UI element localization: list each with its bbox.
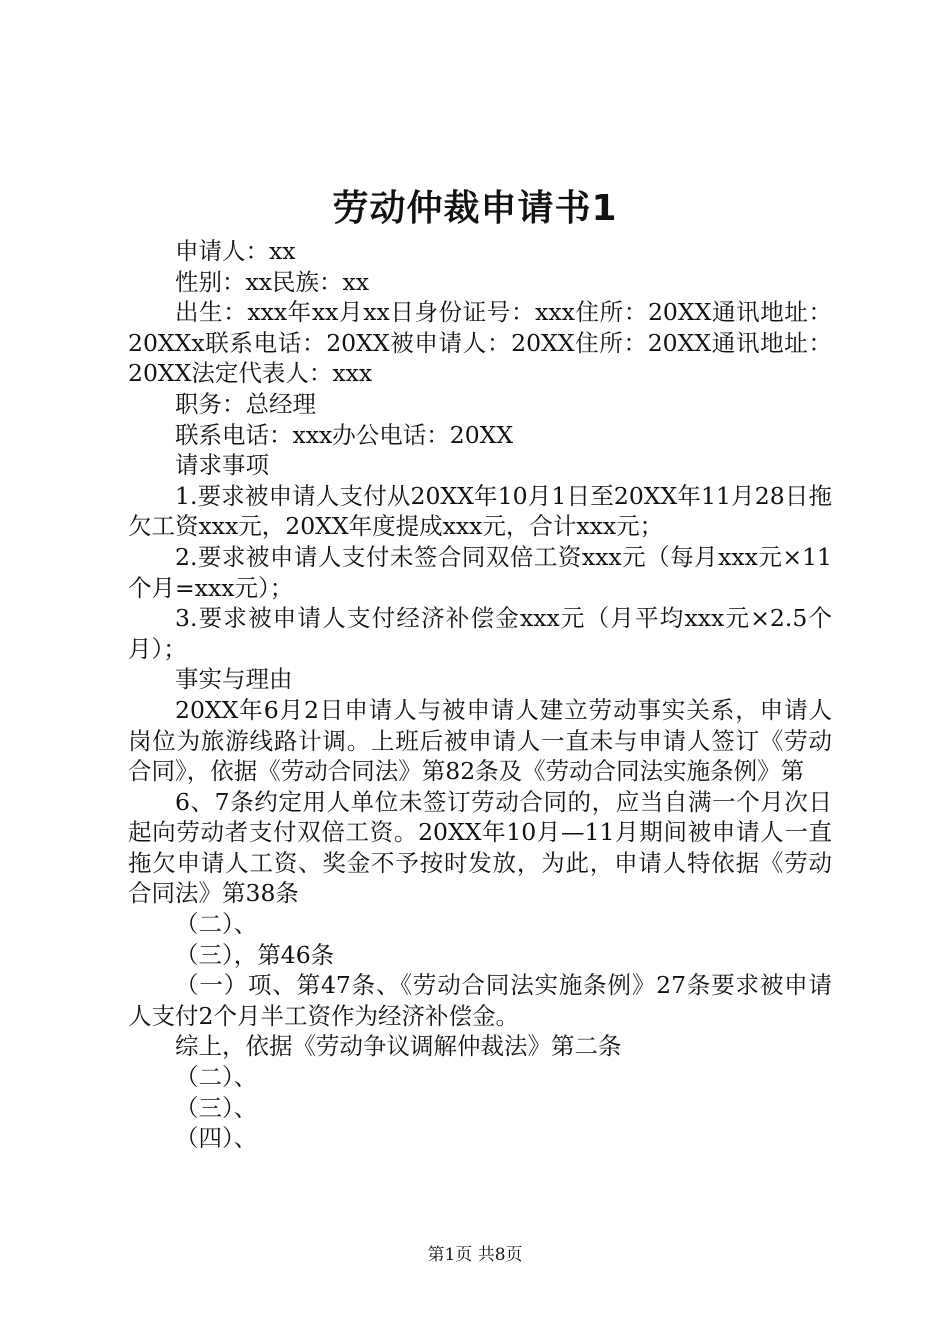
claim-item-2: 2.要求被申请人支付未签合同双倍工资xxx元（每月xxx元×11个月=xxx元）；: [128, 542, 832, 602]
clause-line: （二）、: [175, 910, 258, 939]
claims-heading: 请求事项: [175, 451, 269, 480]
claim-item-3: 3.要求被申请人支付经济补偿金xxx元（月平均xxx元×2.5个月）；: [128, 604, 832, 663]
facts-paragraph-2: 6、7条约定用人单位未签订劳动合同的，应当自满一个月次日起向劳动者支付双倍工资。20XX年10月—11月期间被申请人一直拖欠申请人工资、奖金不予按时发放，为此，申请人特依据《劳动合同法》第38条: [128, 787, 832, 908]
clause-line: （三），第46条: [175, 940, 335, 969]
facts-paragraph-1: 20XX年6月2日申请人与被申请人建立劳动事实关系，申请人岗位为旅游线路计调。上班后被申请人一直未与申请人签订《劳动合同》，依据《劳动合同法》第82条及《劳动合同法实施条例》第: [128, 695, 832, 786]
page-number-footer: 第1页 共8页: [427, 1245, 523, 1265]
applicant-line: 申请人：xx: [175, 237, 296, 265]
phone-line: 联系电话：xxx办公电话：20XX: [175, 420, 514, 449]
clause-line: （四）、: [175, 1124, 258, 1153]
position-line: 职务：总经理: [175, 389, 316, 418]
claim-item-1: 1.要求被申请人支付从20XX年10月1日至20XX年11月28日拖欠工资xxx元，20XX年度提成xxx元，合计xxx元；: [128, 481, 832, 541]
clause-line: （三）、: [175, 1093, 258, 1122]
clause-line: （二）、: [175, 1063, 258, 1092]
document-title: 劳动仲裁申请书1: [332, 188, 618, 229]
conclusion-paragraph: 综上，依据《劳动争议调解仲裁法》第二条: [175, 1032, 622, 1061]
birth-address-paragraph: 出生：xxx年xx月xx日身份证号：xxx住所：20XX通讯地址：20XXx联系电话：20XX被申请人：20XX住所：20XX通讯地址：20XX法定代表人：xxx: [128, 298, 832, 388]
gender-ethnicity-line: 性别：xx民族：xx: [175, 267, 370, 296]
compensation-paragraph: （一）项、第47条、《劳动合同法实施条例》27条要求被申请人支付2个月半工资作为经济补偿金。: [128, 971, 832, 1030]
document-body: [128, 236, 832, 1154]
facts-heading: 事实与理由: [175, 665, 293, 694]
